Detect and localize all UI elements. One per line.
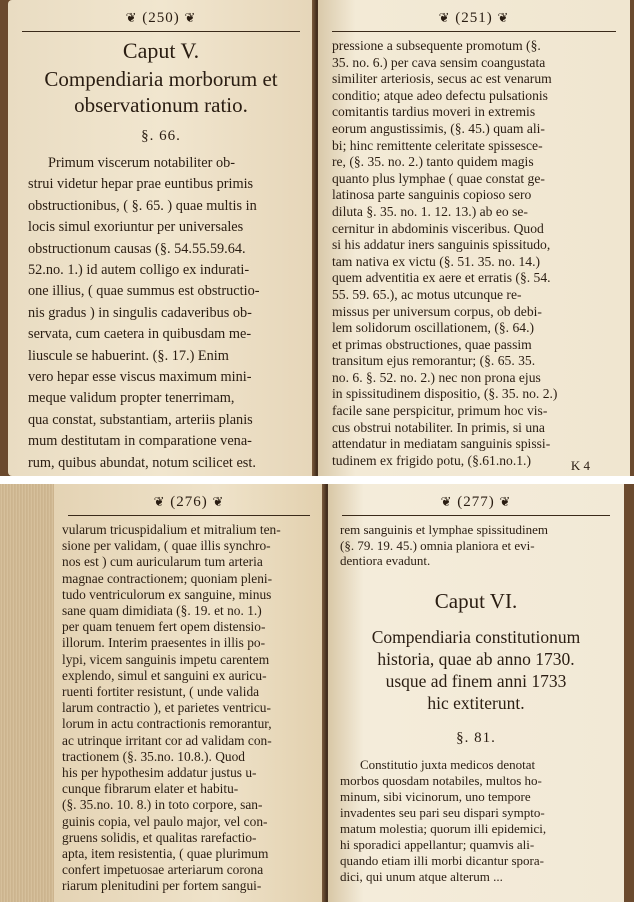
text-line: vularum tricuspidalium et mitralium ten-	[62, 522, 281, 537]
text-line: nos est ) cum auricularum tum arteria	[62, 554, 263, 570]
ornament-icon: ❦	[153, 494, 166, 509]
text-line: lorum in actu contractionis remorantur,	[62, 716, 272, 732]
text-line: quanto plus lymphae ( quae constat ge-	[332, 170, 545, 186]
text-line: conditio; atque adeo defectu pulsationis	[332, 87, 548, 103]
text-line: confert impetuosae arteriarum corona	[62, 862, 264, 878]
page-number: (251)	[455, 10, 493, 26]
text-line: servata, cum caetera in quibusdam me-	[28, 326, 252, 343]
text-line: qua constat, substantiam, arteriis planis	[28, 411, 253, 428]
subtitle-line: Compendiaria morborum et	[44, 67, 278, 91]
text-line: meque validum propter tenerrimam,	[28, 390, 235, 407]
chapter-title: Caput VI.	[434, 588, 518, 613]
text-line: quem adventitia ex aere et erratis (§. 54.	[332, 270, 551, 286]
text-line: hi sporadici appellantur; quamvis ali-	[340, 836, 535, 852]
header-rule	[68, 515, 310, 516]
page-number: (277)	[457, 494, 495, 510]
section-number: §. 66.	[141, 128, 181, 144]
text-line: 55. 59. 65.), ac motus utcunque re-	[332, 286, 522, 302]
page-edges	[0, 484, 54, 902]
text-line	[28, 474, 302, 476]
page-277	[328, 484, 624, 902]
subtitle-line: historia, quae ab anno 1730.	[377, 648, 575, 669]
text-line: illorum. Interim praesentes in illis po-	[62, 635, 266, 651]
text-line: dentiora evadunt.	[340, 553, 431, 568]
text-line: bi; hinc remittente celeritate spissesce-	[332, 137, 543, 153]
chapter-title: Caput V.	[122, 38, 200, 63]
text-line: transitum ejus remorantur; (§. 65. 35.	[332, 353, 536, 369]
text-line: Constitutio juxta medicos denotat	[360, 756, 536, 772]
text-line: locis simul exoriuntur per universales	[28, 219, 244, 236]
text-line: mum destitutam in comparatione vena-	[28, 433, 252, 450]
ornament-icon: ❦	[440, 494, 453, 509]
subtitle-line: observationum ratio.	[74, 93, 248, 117]
subtitle-line: usque ad finem anni 1733	[385, 670, 567, 691]
body-text	[8, 153, 314, 476]
text-line: tudo ventriculorum ex sanguine, minus	[62, 586, 272, 602]
body-text	[54, 522, 324, 895]
text-line: apta, item resistentia, ( quae plurimum	[62, 846, 269, 862]
ornament-icon: ❦	[125, 10, 138, 25]
text-line: his per hypothesim addatur justus u-	[62, 765, 257, 781]
text-line: diluta §. 35. no. 1. 12. 13.) ab eo se-	[332, 203, 528, 219]
body-text	[318, 38, 630, 469]
text-line: cernitur in abdominis visceribus. Quod	[332, 220, 544, 236]
text-line: pressione a subsequente promotum (§.	[332, 38, 541, 53]
text-line: (§. 35.no. 10. 8.) in toto corpore, san-	[62, 797, 263, 813]
text-line: lypi, vicem sanguinis impetu carentem	[62, 651, 270, 667]
text-line: (§. 79. 19. 45.) omnia planiora et evi-	[340, 537, 535, 553]
text-line: tudinem ex frigido potu, (§.61.no.1.)	[332, 452, 531, 468]
chapter-subtitle	[18, 66, 304, 118]
ornament-icon: ❦	[499, 494, 512, 509]
header-rule	[342, 515, 610, 516]
text-line: sane quam dimidiata (§. 19. et no. 1.)	[62, 603, 262, 619]
text-line: ruenti fortiter resistunt, ( unde valida	[62, 684, 260, 700]
page-250	[8, 0, 314, 476]
text-line: rum, quibus abundat, notum scilicet est.	[28, 454, 256, 471]
text-line: explendo, simul et sanguini ex auricu-	[62, 667, 267, 683]
text-line: nis gradus ) in singulis cadaveribus ob-	[28, 304, 252, 321]
text-line: guinis copia, vel paulo major, vel con-	[62, 813, 268, 829]
ornament-icon: ❦	[497, 10, 510, 25]
text-line: matum molestia; quorum illi epidemici,	[340, 820, 547, 836]
chapter-subtitle	[338, 626, 614, 714]
page-header	[54, 484, 324, 511]
page-276	[54, 484, 324, 902]
text-line: ac utrinque irritant cor ad validam con-	[62, 732, 272, 748]
ornament-icon: ❦	[212, 494, 225, 509]
text-line: facile sane perspicitur, primum hoc vis-	[332, 403, 548, 419]
text-line: invadentes seu pari seu dispari sympto-	[340, 804, 545, 820]
page-number: (250)	[142, 10, 180, 26]
header-rule	[22, 31, 300, 32]
text-line: si his addatur iners sanguinis spissitudo,	[332, 237, 551, 253]
text-line: per quam tenuem fert opem distensio-	[62, 619, 266, 635]
text-line: no. 6. §. 52. no. 2.) nec non prona ejus	[332, 369, 541, 385]
page-header	[318, 0, 630, 27]
text-line: tractionem (§. 35.no. 10.8.). Quod	[62, 748, 245, 764]
page-header	[328, 484, 624, 511]
text-line: 35. no. 6.) per cava sensim coangustata	[332, 54, 546, 70]
page-number: (276)	[170, 494, 208, 510]
page-251	[318, 0, 630, 476]
text-line: liuscule se habuerint. (§. 17.) Enim	[28, 347, 229, 364]
bottom-photo	[0, 484, 634, 902]
text-line: 52.no. 1.) id autem colligo ex indurati-	[28, 262, 250, 279]
top-text	[328, 522, 624, 569]
text-line: vero hepar esse viscus maximum mini-	[28, 369, 252, 386]
text-line: sione per validam, ( quae illis synchro-	[62, 538, 271, 554]
text-line: dici, qui unum atque alterum ...	[340, 868, 503, 884]
text-line: cus obstrui notabiliter. In primis, si una	[332, 419, 545, 435]
body-text	[328, 757, 624, 885]
text-line: et primas obstructiones, quae passim	[332, 336, 532, 352]
text-line: larum contractio ), et parietes ventricu-	[62, 700, 271, 716]
text-line: similiter arteriosis, secus ac est venarum	[332, 71, 552, 87]
text-line: re, (§. 35. no. 2.) tanto quidem magis	[332, 154, 534, 170]
text-line: morbos quosdam notabiles, multos ho-	[340, 772, 542, 788]
text-line: lem solidorum oscillationem, (§. 64.)	[332, 320, 534, 336]
text-line: eorum angustissimis, (§. 45.) quam ali-	[332, 120, 545, 136]
text-line: rem sanguinis et lymphae spissitudinem	[340, 522, 548, 537]
text-line: gruens solidis, et qualitas rarefactio-	[62, 829, 257, 845]
text-line: magnae contractionem; quoniam pleni-	[62, 570, 273, 586]
text-line: quando etiam illi morbi dicantur spora-	[340, 852, 544, 868]
catchword: K 4	[570, 458, 590, 473]
text-line: missus per universum corpus, ob debi-	[332, 303, 542, 319]
text-line: riarum plenitudini per fortem sangui-	[62, 878, 262, 894]
text-line: obstructionum causas (§. 54.55.59.64.	[28, 240, 246, 257]
ornament-icon: ❦	[438, 10, 451, 25]
text-line: obstructionibus, ( §. 65. ) quae multis in	[28, 197, 257, 214]
subtitle-line: Compendiaria constitutionum	[371, 626, 581, 647]
ornament-icon: ❦	[184, 10, 197, 25]
text-line: attendatur in mediatam sanguinis spissi-	[332, 436, 551, 452]
text-line: one illius, ( quae summus est obstructio-	[28, 283, 260, 300]
section-number: §. 81.	[456, 729, 496, 746]
text-line: comitantis tardius moveri in extremis	[332, 104, 536, 120]
text-line: tam nativa ex victu (§. 51. 35. no. 14.)	[332, 253, 541, 269]
text-line: strui videtur hepar prae euntibus primis	[28, 176, 254, 193]
subtitle-line: hic extiterunt.	[427, 692, 525, 713]
text-line: in spissitudinem dispositio, (§. 35. no. 2.)	[332, 386, 558, 402]
text-line: cunque fibrarum elater et habitu-	[62, 781, 239, 797]
text-line: minum, sibi vicinorum, uno tempore	[340, 788, 531, 804]
text-line: Primum viscerum notabiliter ob-	[48, 155, 236, 171]
text-line: latinosa parte sanguinis copioso sero	[332, 187, 532, 203]
page-header	[8, 0, 314, 27]
header-rule	[332, 31, 616, 32]
